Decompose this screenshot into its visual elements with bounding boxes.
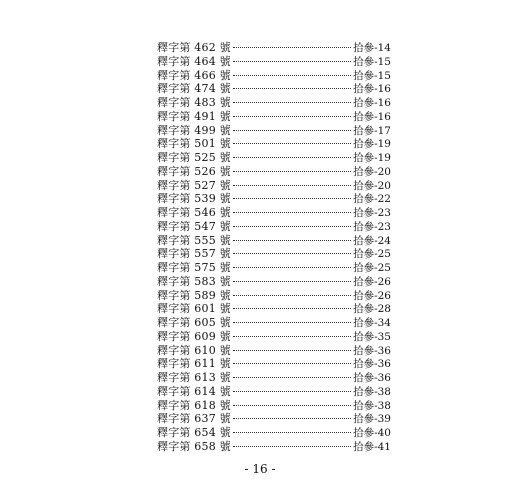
toc-entry-label: 釋字第 601 號 <box>157 302 231 316</box>
dot-leader <box>233 88 351 89</box>
toc-entry-page: 拾參-20 <box>353 179 391 192</box>
toc-entry <box>157 399 391 413</box>
toc-entry-page: 拾參-19 <box>353 138 391 151</box>
toc-entry <box>157 192 391 206</box>
toc-entry-label: 釋字第 547 號 <box>157 219 231 233</box>
toc-entry <box>157 344 391 358</box>
toc-entry-label: 釋字第 526 號 <box>157 164 231 178</box>
toc-entry-page: 拾參-38 <box>353 399 391 412</box>
toc-entry-page: 拾參-26 <box>353 289 391 302</box>
toc-entry <box>157 330 391 344</box>
toc-entry-page: 拾參-20 <box>353 165 391 178</box>
toc-entry <box>157 440 391 454</box>
toc-entry <box>157 110 391 124</box>
toc-entry-page: 拾參-23 <box>353 220 391 233</box>
dot-leader <box>233 198 351 199</box>
toc-entry-page: 拾參-41 <box>353 440 391 453</box>
dot-leader <box>233 185 351 186</box>
toc-entry <box>157 247 391 261</box>
dot-leader <box>233 308 351 309</box>
toc-entry-page: 拾參-36 <box>353 344 391 357</box>
toc-entry-label: 釋字第 583 號 <box>157 274 231 288</box>
toc-entry <box>157 357 391 371</box>
toc-entry <box>157 82 391 96</box>
toc-entry-page: 拾參-23 <box>353 207 391 219</box>
toc-entry-page: 拾參-15 <box>353 69 391 82</box>
toc-entry-page: 拾參-14 <box>353 42 391 54</box>
toc-entry-label: 釋字第 575 號 <box>157 261 231 274</box>
toc-entry <box>157 55 391 69</box>
dot-leader <box>233 143 351 144</box>
toc-entry <box>157 275 391 289</box>
toc-entry-label: 釋字第 466 號 <box>157 68 231 82</box>
toc-entry-page: 拾參-15 <box>353 55 391 68</box>
toc-entry-label: 釋字第 654 號 <box>157 426 231 439</box>
toc-entry-label: 釋字第 610 號 <box>157 343 231 357</box>
toc-entry-page: 拾參-36 <box>353 372 391 384</box>
toc-entry <box>157 220 391 234</box>
toc-entry-page: 拾參-38 <box>353 385 391 398</box>
toc-entry-label: 釋字第 613 號 <box>157 371 231 384</box>
dot-leader <box>233 295 351 296</box>
dot-leader <box>233 281 351 282</box>
toc-entry-page: 拾參-26 <box>353 275 391 288</box>
dot-leader <box>233 405 351 406</box>
toc-entry-label: 釋字第 501 號 <box>157 137 231 151</box>
toc-entry <box>157 426 391 440</box>
toc-entry-label: 釋字第 525 號 <box>157 151 231 164</box>
toc-entry-label: 釋字第 609 號 <box>157 329 231 343</box>
page-number: - 16 - <box>244 462 276 476</box>
toc-entry <box>157 151 391 165</box>
dot-leader <box>233 171 351 172</box>
toc-entry-page: 拾參-16 <box>353 110 391 123</box>
toc-entry-label: 釋字第 589 號 <box>157 288 231 302</box>
toc-entry-label: 釋字第 658 號 <box>157 439 231 453</box>
dot-leader <box>233 267 351 268</box>
dot-leader <box>233 226 351 227</box>
dot-leader <box>233 102 351 103</box>
toc-entry-label: 釋字第 462 號 <box>157 41 231 54</box>
toc-entry-page: 拾參-39 <box>353 413 391 426</box>
toc-entry-label: 釋字第 474 號 <box>157 82 231 96</box>
table-of-contents <box>157 41 391 454</box>
dot-leader <box>233 116 351 117</box>
dot-leader <box>233 253 351 254</box>
toc-entry-page: 拾參-22 <box>353 193 391 206</box>
toc-entry <box>157 96 391 110</box>
toc-entry-label: 釋字第 611 號 <box>157 357 231 371</box>
toc-entry <box>157 179 391 193</box>
dot-leader <box>233 75 351 76</box>
dot-leader <box>233 446 351 447</box>
toc-entry <box>157 41 391 55</box>
toc-entry <box>157 289 391 303</box>
toc-entry <box>157 385 391 399</box>
toc-entry-page: 拾參-28 <box>353 303 391 316</box>
dot-leader <box>233 240 351 241</box>
dot-leader <box>233 418 351 419</box>
toc-entry <box>157 316 391 330</box>
toc-entry-label: 釋字第 557 號 <box>157 247 231 261</box>
toc-entry-label: 釋字第 637 號 <box>157 412 231 426</box>
toc-entry-label: 釋字第 539 號 <box>157 192 231 206</box>
toc-entry <box>157 206 391 220</box>
toc-entry-label: 釋字第 546 號 <box>157 206 231 219</box>
dot-leader <box>233 432 351 433</box>
toc-entry-label: 釋字第 618 號 <box>157 398 231 412</box>
dot-leader <box>233 157 351 158</box>
toc-entry-page: 拾參-19 <box>353 152 391 164</box>
dot-leader <box>233 61 351 62</box>
toc-entry <box>157 371 391 385</box>
dot-leader <box>233 212 351 213</box>
toc-entry <box>157 124 391 138</box>
toc-entry-label: 釋字第 614 號 <box>157 384 231 398</box>
toc-entry-page: 拾參-34 <box>353 317 391 329</box>
toc-entry <box>157 137 391 151</box>
toc-entry-page: 拾參-17 <box>353 124 391 137</box>
toc-entry-label: 釋字第 527 號 <box>157 178 231 192</box>
dot-leader <box>233 391 351 392</box>
toc-entry <box>157 412 391 426</box>
toc-entry <box>157 69 391 83</box>
dot-leader <box>233 130 351 131</box>
toc-entry-label: 釋字第 499 號 <box>157 123 231 137</box>
toc-entry <box>157 234 391 248</box>
toc-entry-page: 拾參-36 <box>353 358 391 371</box>
dot-leader <box>233 377 351 378</box>
dot-leader <box>233 336 351 337</box>
dot-leader <box>233 322 351 323</box>
dot-leader <box>233 350 351 351</box>
toc-entry <box>157 302 391 316</box>
toc-entry-page: 拾參-40 <box>353 427 391 439</box>
toc-entry-page: 拾參-24 <box>353 234 391 247</box>
toc-entry <box>157 165 391 179</box>
toc-entry-page: 拾參-16 <box>353 83 391 96</box>
toc-entry-page: 拾參-16 <box>353 97 391 109</box>
toc-entry-page: 拾參-25 <box>353 262 391 274</box>
toc-entry-page: 拾參-25 <box>353 248 391 261</box>
toc-entry-page: 拾參-35 <box>353 330 391 343</box>
toc-entry-label: 釋字第 555 號 <box>157 233 231 247</box>
toc-entry-label: 釋字第 605 號 <box>157 316 231 329</box>
toc-entry-label: 釋字第 483 號 <box>157 96 231 109</box>
toc-entry-label: 釋字第 464 號 <box>157 54 231 68</box>
toc-entry-label: 釋字第 491 號 <box>157 109 231 123</box>
dot-leader <box>233 47 351 48</box>
dot-leader <box>233 363 351 364</box>
toc-entry <box>157 261 391 275</box>
